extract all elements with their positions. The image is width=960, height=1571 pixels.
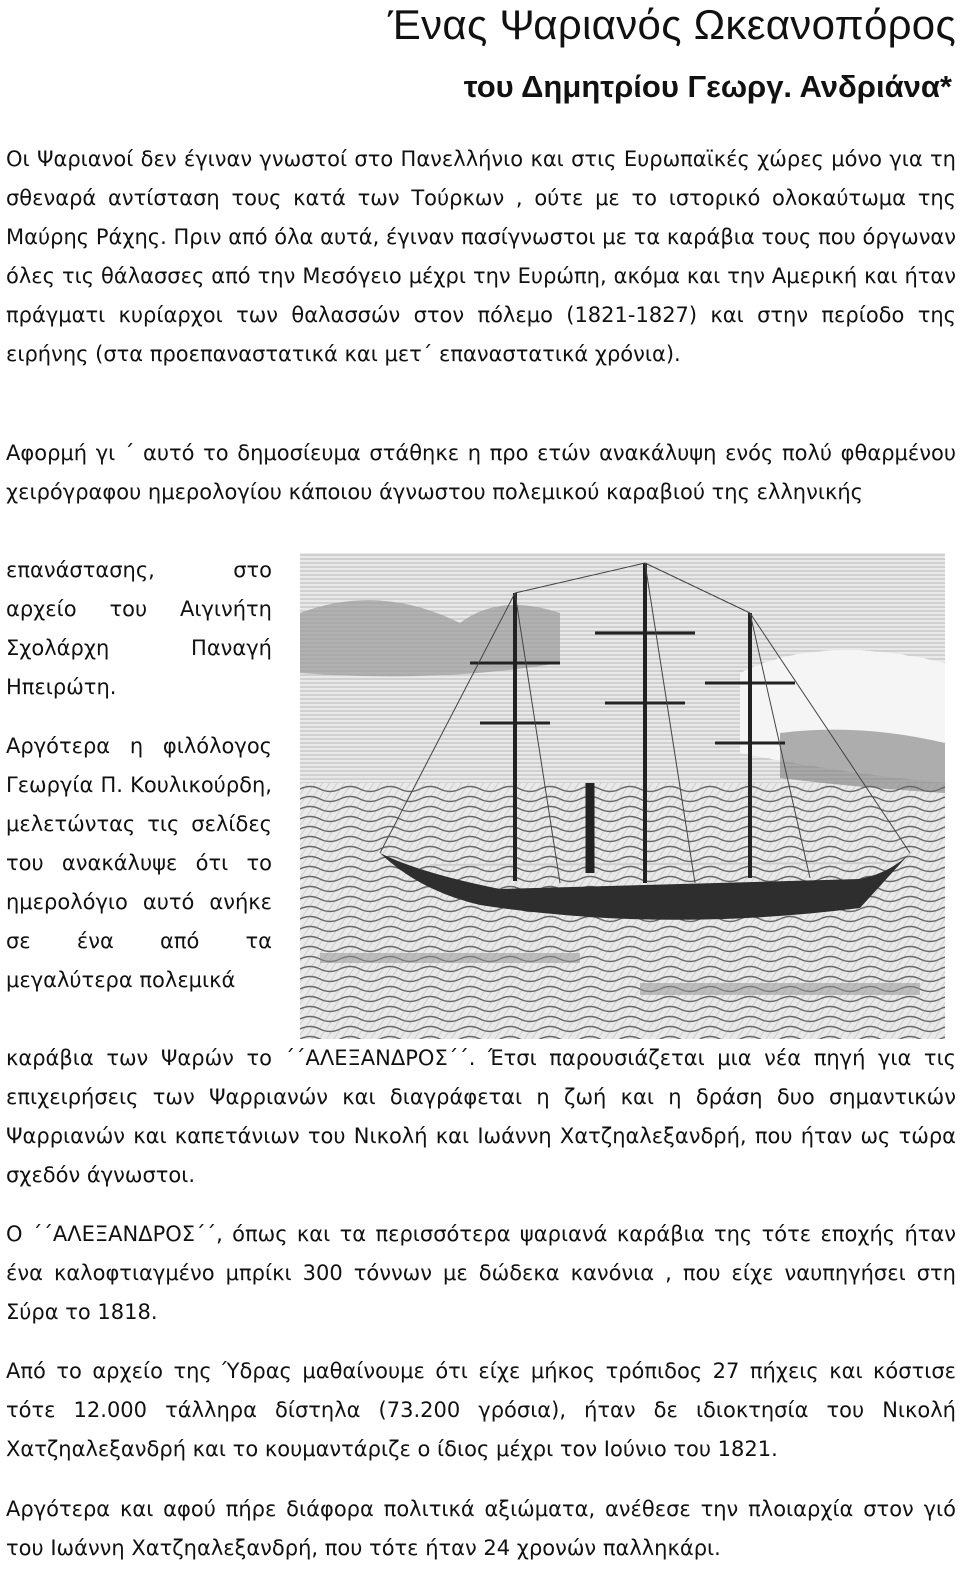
paragraph-philologist: καράβια των Ψαρών το ΄΄ΑΛΕΞΑΝΔΡΟΣ΄΄. Έτσι παρουσιάζεται μια νέα πηγή για τις επιχειρήσεις των Ψαρριανών και διαγράφεται η ζωή και η δράση δυο σημαντικών Ψαρριανών και καπετάνιων του Νικολή και Ιωάννη Χατζηαλεξανδρή, που ήταν ως τώρα σχεδόν άγνωστοι. — [6, 1046, 956, 1187]
paragraph-intro: Οι Ψαριανοί δεν έγιναν γνωστοί στο Πανελλήνιο και στις Ευρωπαϊκές χώρες μόνο για τη σθεναρά αντίσταση τους κατά των Τούρκων , ούτε με το ιστορικό ολοκαύτωμα της Μαύρης Ράχης. Πριν από όλα αυτά, έγιναν πασίγνωστοι με τα καράβια τους που όργωναν όλες τις θάλασσες από την Μεσόγειο μέχρι την Ευρώπη, ακόμα και την Αμερική και ήταν πράγματι κυρίαρχοι των θαλασσών στον πόλεμο (1821-1827) και στην περίοδο της ειρήνης (στα προεπαναστατικά και μετ΄ επαναστατικά χρόνια). — [6, 147, 956, 366]
paragraph-captaincy: Αργότερα και αφού πήρε διάφορα πολιτικά αξιώματα, ανέθεσε την πλοιαρχία στον γιό του Ιωάννη Χατζηαλεξανδρή, που τότε ήταν 24 χρονών παλληκάρι. — [6, 1497, 956, 1560]
paragraph-hydra-archive: Από το αρχείο της Ύδρας μαθαίνουμε ότι είχε μήκος τρόπιδος 27 πήχεις και κόστισε τότε 12.000 τάλληρα δίστηλα (73.200 γρόσια), ήταν δε ιδιοκτησία του Νικολή Χατζηαλεξανδρή και το κουμαντάριζε ο ίδιος μέχρι τον Ιούνιο του 1821. — [6, 1359, 956, 1461]
paragraph-philologist-side: Αργότερα η φιλόλογος Γεωργία Π. Κουλικούρδη, μελετώντας τις σελίδες του ανακάλυψε ότι το ημερολόγιο αυτό ανήκε σε ένα από τα μεγαλύτερα πολεμικά — [6, 734, 272, 992]
paragraph-discovery: Αφορμή γι ΄ αυτό το δημοσίευμα στάθηκε η προ ετών ανακάλυψη ενός πολύ φθαρμένου χειρόγραφου ημερολογίου κάποιου άγνωστου πολεμικού καραβιού της ελληνικής — [6, 441, 956, 504]
ship-engraving-image — [300, 553, 945, 1039]
paragraph-ship-description: Ο ΄΄ΑΛΕΞΑΝΔΡΟΣ΄΄, όπως και τα περισσότερα ψαριανά καράβια της τότε εποχής ήταν ένα καλοφτιαγμένο μπρίκι 300 τόννων με δώδεκα κανόνια , που είχε ναυπηγήσει στη Σύρα το 1818. — [6, 1222, 956, 1324]
article-author: του Δημητρίου Γεωργ. Ανδριάνα* — [463, 69, 952, 104]
article-title: Ένας Ψαριανός Ωκεανοπόρος — [387, 1, 956, 48]
paragraph-discovery-side: επανάστασης, στο αρχείο του Αιγινήτη Σχολάρχη Παναγή Ηπειρώτη. — [6, 558, 272, 699]
